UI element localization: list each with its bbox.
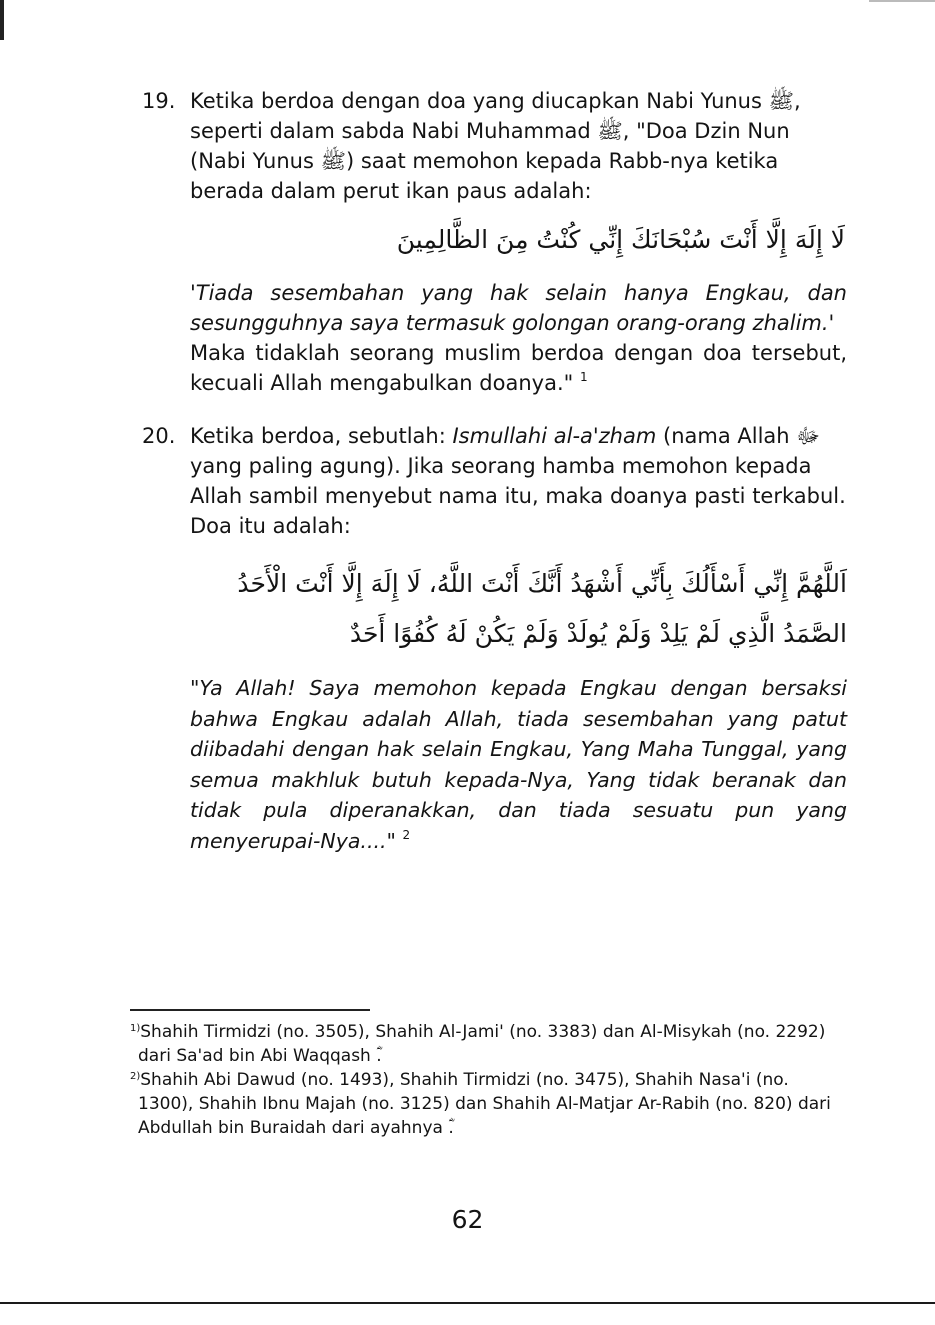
- intro-term: Ismullahi al-a'zham: [452, 424, 657, 448]
- item-intro: [190, 421, 847, 541]
- footnote-2: [130, 1068, 840, 1140]
- closing-text: Maka tidaklah seorang muslim berdoa dengan doa tersebut, kecuali Allah mengabulkan doanya.": [190, 341, 847, 395]
- intro-lead: Ketika berdoa, sebutlah:: [190, 424, 446, 448]
- item-number: 19.: [142, 89, 176, 113]
- footnote-ref[interactable]: 2: [402, 827, 411, 842]
- footnote-marker: 2): [130, 1071, 141, 1082]
- scan-edge-mark: [0, 1302, 935, 1304]
- page-number: 62: [451, 1205, 484, 1234]
- scan-edge-mark: [869, 0, 935, 2]
- footnote-divider: [130, 1009, 370, 1011]
- item-number: 20.: [142, 424, 176, 448]
- footnote-marker: 1): [130, 1023, 141, 1034]
- intro-rest: (nama Allah ﷻ yang paling agung). Jika seorang hamba memohon kepada Allah sambil menyebut nama itu, maka doanya pasti terkabul. Doa itu adalah:: [190, 424, 846, 538]
- prayer-translation: 'Tiada sesembahan yang hak selain hanya Engkau, dan sesungguhnya saya termasuk golongan orang-orang zhalim.': [190, 281, 847, 335]
- footnote-text: Shahih Abi Dawud (no. 1493), Shahih Tirmidzi (no. 3475), Shahih Nasa'i (no. 1300), Shahih Ibnu Majah (no. 3125) dan Shahih Al-Matjar Ar-Rabih (no. 820) dari Abdullah bin Buraidah dari ayahnya ؓ.: [138, 1070, 831, 1138]
- prayer-translation: [190, 673, 847, 856]
- item-closing: [190, 338, 847, 398]
- arabic-prayer: اَللَّهُمَّ إِنِّي أَسْأَلُكَ بِأَنِّي أَشْهَدُ أَنَّكَ أَنْتَ اللَّهُ، لَا إِلَهَ إِلَّا أَنْتَ الْأَحَدُ الصَّمَدُ الَّذِي لَمْ يَلِدْ وَلَمْ يُولَدْ وَلَمْ يَكُنْ لَهُ كُفُوًا أَحَدٌ: [237, 569, 847, 648]
- list-item-19: [142, 86, 847, 398]
- arabic-prayer: لَا إِلَهَ إِلَّا أَنْتَ سُبْحَانَكَ إِنِّي كُنْتُ مِنَ الظَّالِمِينَ: [396, 225, 845, 254]
- footnotes: [130, 1020, 840, 1140]
- list-item-20: [142, 421, 847, 856]
- scan-edge-mark: [0, 0, 4, 40]
- footnote-1: [130, 1020, 840, 1068]
- item-intro: Ketika berdoa dengan doa yang diucapkan Nabi Yunus ﷺ, seperti dalam sabda Nabi Muhammad ﷺ, "Doa Dzin Nun (Nabi Yunus ﷺ) saat memohon kepada Rabb-nya ketika berada dalam perut ikan paus adalah:: [190, 89, 801, 203]
- footnote-ref[interactable]: 1: [579, 370, 588, 384]
- footnote-text: Shahih Tirmidzi (no. 3505), Shahih Al-Jami' (no. 3383) dan Al-Misykah (no. 2292) dari Sa'ad bin Abi Waqqash ؓ.: [138, 1022, 826, 1066]
- translation-text: "Ya Allah! Saya memohon kepada Engkau dengan bersaksi bahwa Engkau adalah Allah, tiada sesembahan yang patut diibadahi dengan hak selain Engkau, Yang Maha Tunggal, yang semua makhluk butuh kepada-Nya, Yang tidak beranak dan tidak pula diperanakkan, dan tiada sesuatu pun yang menyerupai-Nya....": [190, 676, 847, 853]
